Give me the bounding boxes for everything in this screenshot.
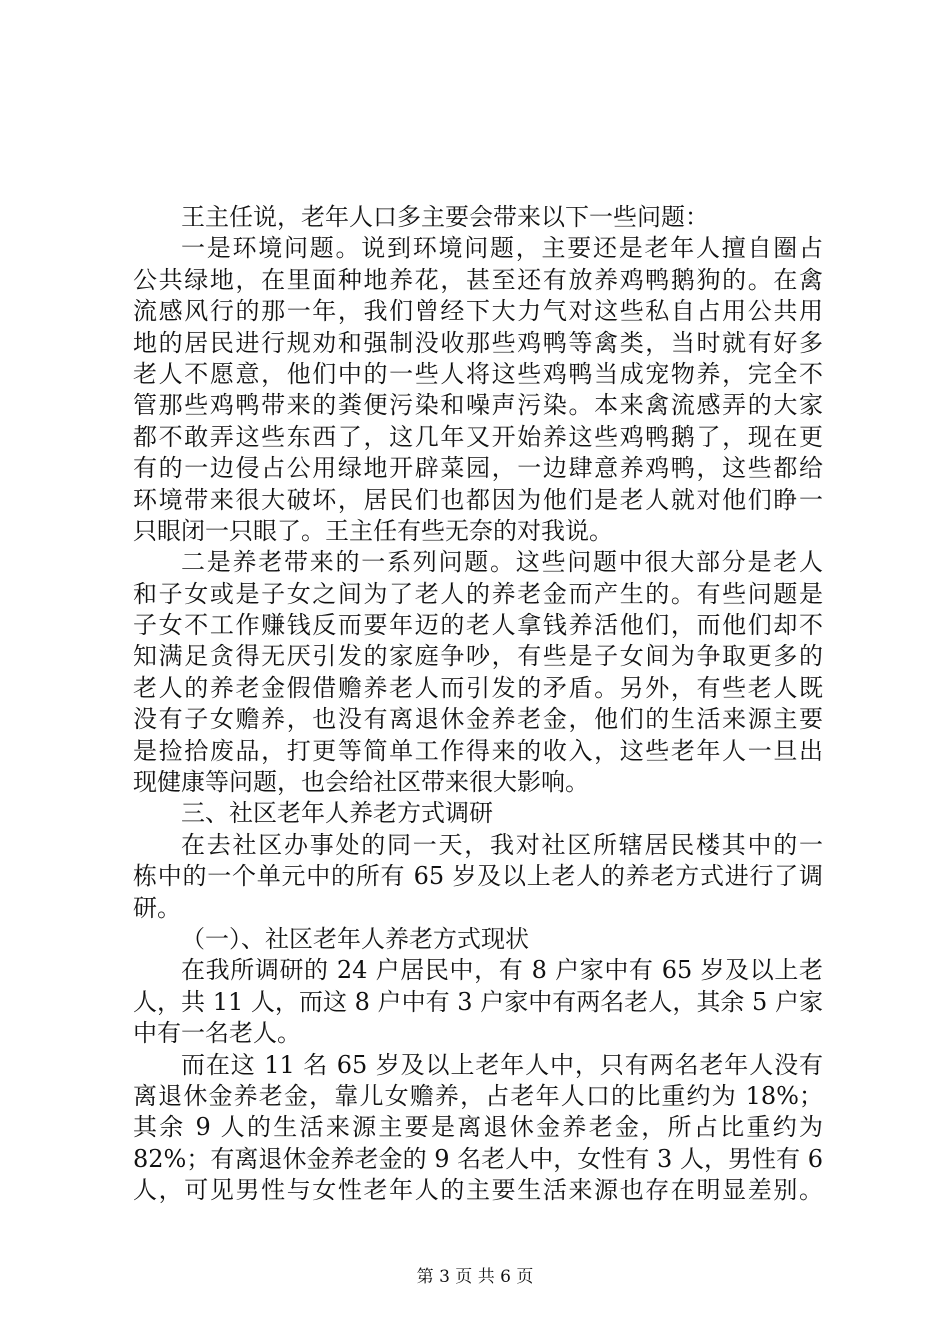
document-body (133, 202, 823, 1207)
text-line: 都不敢弄这些东西了，这几年又开始养这些鸡鸭鹅了，现在更 (133, 422, 823, 451)
text-line: 知满足贪得无厌引发的家庭争吵，有些是子女间为争取更多的 (133, 642, 823, 671)
text-line: 在去社区办事处的同一天，我对社区所辖居民楼其中的一 (181, 830, 823, 859)
text-line: 研。 (133, 893, 181, 922)
text-line: 中有一名老人。 (133, 1019, 301, 1048)
section-heading: 三、社区老年人养老方式调研 (181, 799, 493, 828)
text-line: 公共绿地，在里面种地养花，甚至还有放养鸡鸭鹅狗的。在禽 (133, 265, 823, 294)
text-line: 子女不工作赚钱反而要年迈的老人拿钱养活他们，而他们却不 (133, 611, 823, 640)
text-line: 82%；有离退休金养老金的 9 名老人中，女性有 3 人，男性有 6 (133, 1144, 823, 1173)
text-line: 环境带来很大破坏，居民们也都因为他们是老人就对他们睁一 (133, 485, 823, 514)
text-line: 一是环境问题。说到环境问题，主要还是老年人擅自圈占 (181, 234, 823, 263)
text-line: 老人不愿意，他们中的一些人将这些鸡鸭当成宠物养，完全不 (133, 359, 823, 388)
text-line: 没有子女赡养，也没有离退休金养老金，他们的生活来源主要 (133, 705, 823, 734)
text-line: 老人的养老金假借赡养老人而引发的矛盾。另外，有些老人既 (133, 673, 823, 702)
text-line: 人，共 11 人，而这 8 户中有 3 户家中有两名老人，其余 5 户家 (133, 987, 823, 1016)
text-line: 流感风行的那一年，我们曾经下大力气对这些私自占用公共用 (133, 297, 823, 326)
text-line: 栋中的一个单元中的所有 65 岁及以上老人的养老方式进行了调 (133, 862, 823, 891)
text-line: 在我所调研的 24 户居民中，有 8 户家中有 65 岁及以上老 (181, 956, 823, 985)
text-line: 地的居民进行规劝和强制没收那些鸡鸭等禽类，当时就有好多 (133, 328, 823, 357)
text-line: 王主任说，老年人口多主要会带来以下一些问题： (181, 203, 709, 231)
subsection-heading: （一）、社区老年人养老方式现状 (181, 924, 529, 953)
page-number-footer: 第 3 页 共 6 页 (416, 1267, 534, 1287)
text-line: 其余 9 人的生活来源主要是离退休金养老金，所占比重约为 (133, 1113, 823, 1142)
text-line: 只眼闭一只眼了。王主任有些无奈的对我说。 (133, 516, 613, 545)
text-line: 离退休金养老金，靠儿女赡养，占老年人口的比重约为 18%； (133, 1081, 823, 1110)
text-line: 人，可见男性与女性老年人的主要生活来源也存在明显差别。 (133, 1176, 823, 1205)
text-line: 管那些鸡鸭带来的粪便污染和噪声污染。本来禽流感弄的大家 (133, 391, 823, 420)
text-line: 二是养老带来的一系列问题。这些问题中很大部分是老人 (181, 548, 823, 577)
text-line: 是捡拾废品，打更等简单工作得来的收入，这些老年人一旦出 (133, 736, 823, 765)
text-line: 现健康等问题，也会给社区带来很大影响。 (133, 768, 589, 797)
text-line: 而在这 11 名 65 岁及以上老年人中，只有两名老年人没有 (181, 1050, 823, 1079)
text-line: 有的一边侵占公用绿地开辟菜园，一边肆意养鸡鸭，这些都给 (133, 454, 823, 483)
text-line: 和子女或是子女之间为了老人的养老金而产生的。有些问题是 (133, 579, 823, 608)
